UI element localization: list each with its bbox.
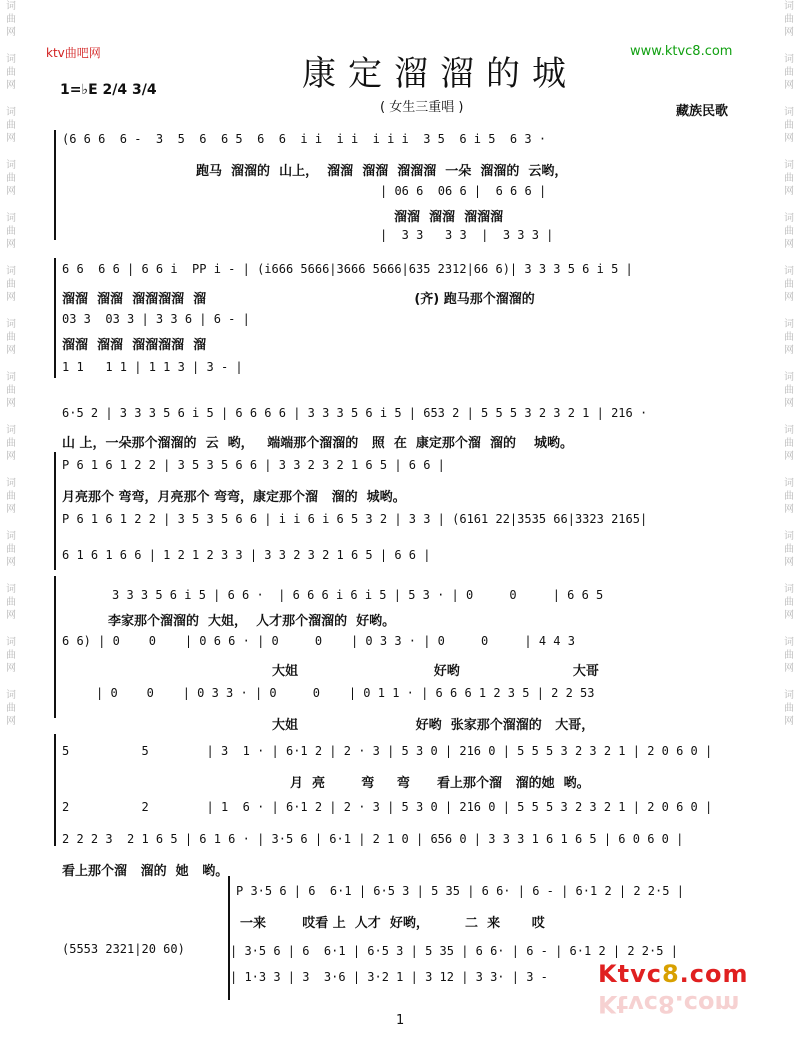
watermark-char: 词	[6, 266, 16, 277]
lyric-line: 月亮那个 弯弯，月亮那个 弯弯，康定那个溜 溜的 城哟。	[62, 490, 406, 505]
system-brace-1	[54, 130, 56, 240]
watermark-char: 词	[6, 372, 16, 383]
lyric-line: 月 亮 弯 弯 看上那个溜 溜的她 哟。	[290, 776, 590, 791]
watermark-char: 词	[784, 1, 794, 12]
watermark-char: 曲	[6, 597, 16, 608]
watermark-char: 词	[6, 531, 16, 542]
watermark-char: 网	[784, 27, 794, 38]
watermark-char: 曲	[6, 544, 16, 555]
notation-line: P 3·5 6 | 6 6·1 | 6·5 3 | 5 35 | 6 6· | 6 - | 6·1 2 | 2 2·5 |	[236, 884, 684, 898]
notation-line: 1 1 1 1 | 1 1 3 | 3 - |	[62, 360, 243, 374]
watermark-char: 曲	[784, 597, 794, 608]
watermark-char: 网	[784, 451, 794, 462]
watermark-char: 曲	[784, 14, 794, 25]
notation-line: 6 1 6 1 6 6 | 1 2 1 2 3 3 | 3 3 2 3 2 1 6 5 | 6 6 |	[62, 548, 431, 562]
watermark-char: 词	[784, 213, 794, 224]
lyric-line: 溜溜 溜溜 溜溜溜溜 溜	[62, 338, 207, 353]
watermark-char: 网	[6, 186, 16, 197]
watermark-char: 词	[6, 160, 16, 171]
watermark-char: 词	[784, 637, 794, 648]
watermark-char: 曲	[784, 279, 794, 290]
watermark-char: 网	[6, 292, 16, 303]
watermark-char: 网	[784, 557, 794, 568]
lyric-line: 李家那个溜溜的 大姐， 人才那个溜溜的 好哟。	[108, 614, 396, 629]
notation-line: P 6 1 6 1 2 2 | 3 5 3 5 6 6 | 3 3 2 3 2 1 6 5 | 6 6 |	[62, 458, 445, 472]
notation-line: 6·5 2 | 3 3 3 5 6 i 5 | 6 6 6 6 | 3 3 3 5 6 i 5 | 653 2 | 5 5 5 3 2 3 2 1 | 216 ·	[62, 406, 648, 420]
watermark-char: 词	[6, 690, 16, 701]
site-url[interactable]: www.ktvc8.com	[630, 44, 733, 59]
watermark-char: 网	[6, 716, 16, 727]
watermark-char: 曲	[6, 120, 16, 131]
watermark-char: 曲	[6, 491, 16, 502]
watermark-char: 网	[784, 80, 794, 91]
watermark-char: 曲	[784, 226, 794, 237]
watermark-char: 曲	[784, 491, 794, 502]
watermark-char: 网	[6, 504, 16, 515]
watermark-char: 网	[6, 663, 16, 674]
watermark-char: 网	[6, 133, 16, 144]
notation-line: 5 5 | 3 1 · | 6·1 2 | 2 · 3 | 5 3 0 | 216 0 | 5 5 5 3 2 3 2 1 | 2 0 6 0 |	[62, 744, 713, 758]
watermark-char: 曲	[6, 67, 16, 78]
watermark-char: 曲	[6, 438, 16, 449]
watermark-char: 网	[784, 398, 794, 409]
watermark-char: 词	[6, 425, 16, 436]
ktvc8-logo[interactable]: Ktvc8.com	[598, 960, 749, 988]
watermark-char: 曲	[6, 173, 16, 184]
lyric-line: 看上那个溜 溜的 她 哟。	[62, 864, 229, 879]
watermark-char: 词	[6, 213, 16, 224]
watermark-char: 网	[784, 186, 794, 197]
notation-line: 6 6) | 0 0 | 0 6 6 · | 0 0 | 0 3 3 · | 0 0 | 4 4 3	[62, 634, 575, 648]
notation-line: 3 3 3 5 6 i 5 | 6 6 · | 6 6 6 i 6 i 5 | 5 3 · | 0 0 | 6 6 5	[112, 588, 604, 602]
lyric-line: 溜溜 溜溜 溜溜溜溜 溜 (齐) 跑马那个溜溜的	[62, 292, 535, 307]
watermark-char: 词	[6, 319, 16, 330]
watermark-char: 曲	[6, 279, 16, 290]
watermark-char: 词	[784, 107, 794, 118]
notation-line: | 3·5 6 | 6 6·1 | 6·5 3 | 5 35 | 6 6· | 6 - | 6·1 2 | 2 2·5 |	[230, 944, 678, 958]
watermark-char: 词	[6, 107, 16, 118]
watermark-char: 词	[784, 425, 794, 436]
watermark-char: 词	[784, 160, 794, 171]
watermark-char: 词	[784, 690, 794, 701]
notation-line: (5553 2321|20 60)	[62, 942, 185, 956]
watermark-char: 曲	[784, 703, 794, 714]
watermark-char: 曲	[784, 544, 794, 555]
watermark-char: 网	[784, 716, 794, 727]
watermark-char: 曲	[6, 385, 16, 396]
lyric-line: 溜溜 溜溜 溜溜溜	[394, 210, 504, 225]
watermark-char: 曲	[784, 173, 794, 184]
notation-line: P 6 1 6 1 2 2 | 3 5 3 5 6 6 | i i 6 i 6 5 3 2 | 3 3 | (6161 22|3535 66|3323 2165|	[62, 512, 648, 526]
watermark-char: 词	[784, 372, 794, 383]
watermark-char: 网	[6, 557, 16, 568]
watermark-char: 曲	[6, 14, 16, 25]
notation-line: | 3 3 3 3 | 3 3 3 |	[380, 228, 554, 242]
watermark-char: 曲	[6, 226, 16, 237]
watermark-char: 词	[784, 266, 794, 277]
watermark-char: 网	[6, 451, 16, 462]
lyric-line: 山 上，一朵那个溜溜的 云 哟， 端端那个溜溜的 照 在 康定那个溜 溜的 城哟。	[62, 436, 574, 451]
song-title: 康定溜溜的城	[302, 54, 578, 94]
watermark-right	[778, 0, 800, 1053]
watermark-char: 曲	[784, 67, 794, 78]
notation-line: (6 6 6 6 - 3 5 6 6 5 6 6 i i i i i i i 3 5 6 i 5 6 3 ·	[62, 132, 547, 146]
system-brace-4	[54, 576, 56, 718]
watermark-char: 词	[784, 531, 794, 542]
notation-line: 6 6 6 6 | 6 6 i PP i - | (i666 5666|3666 5666|635 2312|66 6)| 3 3 3 5 6 i 5 |	[62, 262, 633, 276]
watermark-char: 网	[6, 239, 16, 250]
page-number: 1	[396, 1013, 405, 1028]
notation-line: | 06 6 06 6 | 6 6 6 |	[380, 184, 547, 198]
watermark-char: 网	[784, 239, 794, 250]
watermark-char: 词	[6, 1, 16, 12]
watermark-char: 词	[6, 637, 16, 648]
notation-line: | 1·3 3 | 3 3·6 | 3·2 1 | 3 12 | 3 3· | 3 -	[230, 970, 548, 984]
watermark-char: 网	[784, 663, 794, 674]
watermark-char: 曲	[6, 332, 16, 343]
watermark-char: 网	[784, 292, 794, 303]
system-brace-2	[54, 258, 56, 378]
notation-line: 2 2 | 1 6 · | 6·1 2 | 2 · 3 | 5 3 0 | 216 0 | 5 5 5 3 2 3 2 1 | 2 0 6 0 |	[62, 800, 713, 814]
watermark-char: 网	[6, 345, 16, 356]
lyric-line: 大姐 好哟 张家那个溜溜的 大哥，	[272, 718, 595, 733]
lyric-line: 大姐 好哟 大哥	[272, 664, 599, 679]
lyric-line: 跑马 溜溜的 山上， 溜溜 溜溜 溜溜溜 一朵 溜溜的 云哟，	[196, 164, 568, 179]
watermark-char: 词	[784, 584, 794, 595]
watermark-char: 网	[6, 27, 16, 38]
watermark-char: 网	[784, 610, 794, 621]
watermark-char: 词	[6, 478, 16, 489]
performance-subtitle: ( 女生三重唱 )	[380, 100, 464, 115]
watermark-char: 词	[784, 319, 794, 330]
system-brace-5	[54, 734, 56, 846]
watermark-char: 词	[784, 54, 794, 65]
ktvc8-logo-reflection: Ktvc8.com	[598, 990, 740, 1018]
watermark-char: 曲	[784, 120, 794, 131]
watermark-char: 曲	[784, 650, 794, 661]
watermark-char: 词	[784, 478, 794, 489]
song-origin: 藏族民歌	[676, 104, 729, 119]
system-brace-3	[54, 452, 56, 570]
watermark-left	[0, 0, 22, 1053]
watermark-char: 曲	[784, 438, 794, 449]
site-name-left[interactable]: ktv曲吧网	[46, 46, 101, 60]
watermark-char: 曲	[784, 332, 794, 343]
notation-line: 2 2 2 3 2 1 6 5 | 6 1 6 · | 3·5 6 | 6·1 | 2 1 0 | 656 0 | 3 3 3 1 6 1 6 5 | 6 0 6 0 |	[62, 832, 684, 846]
watermark-char: 曲	[784, 385, 794, 396]
watermark-char: 网	[6, 80, 16, 91]
watermark-char: 网	[6, 610, 16, 621]
watermark-char: 网	[6, 398, 16, 409]
notation-line: | 0 0 | 0 3 3 · | 0 0 | 0 1 1 · | 6 6 6 1 2 3 5 | 2 2 53	[96, 686, 595, 700]
key-signature: 1=♭E 2/4 3/4	[60, 82, 157, 98]
watermark-char: 曲	[6, 703, 16, 714]
watermark-char: 网	[784, 345, 794, 356]
lyric-line: 一来 哎看 上 人才 好哟， 二 来 哎	[240, 916, 545, 931]
notation-line: 03 3 03 3 | 3 3 6 | 6 - |	[62, 312, 250, 326]
watermark-char: 网	[784, 504, 794, 515]
watermark-char: 曲	[6, 650, 16, 661]
watermark-char: 网	[784, 133, 794, 144]
watermark-char: 词	[6, 584, 16, 595]
watermark-char: 词	[6, 54, 16, 65]
